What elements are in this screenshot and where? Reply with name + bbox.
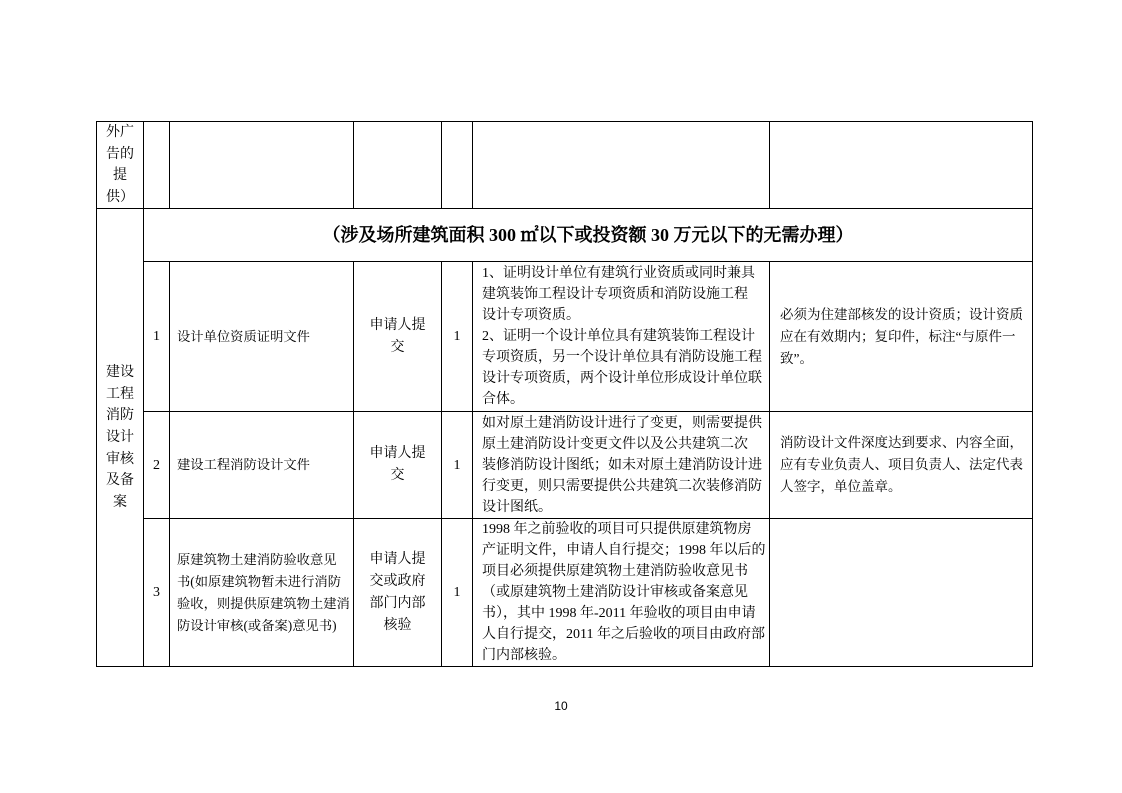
item-index: 2 [153,457,160,473]
text-line: 交 [390,339,405,355]
text-line: （或原建筑物土建消防设计审核或备案意见 [482,585,748,601]
table-row-continued [97,122,1033,209]
notes-text [780,432,1032,498]
index-cell [144,519,170,667]
text-line: 设计单位资质证明文件 [177,328,310,344]
text-line: 2、证明一个设计单位具有建筑装饰工程设计 [482,329,755,345]
item-index: 3 [153,585,160,601]
material-name [177,549,353,636]
source-cell [354,122,442,209]
text-line: 书(如原建筑物暂未进行消防 [177,574,341,590]
text-line: 工程 [106,386,134,402]
count-cell [442,412,473,519]
text-line: 人签字，单位盖章。 [780,479,902,495]
notes-cell [770,519,1033,667]
source-text [354,549,441,637]
text-line: 验收，则提供原建筑物土建消 [177,595,350,611]
item-count: 1 [453,457,461,473]
text-line: 外广 [106,125,134,140]
exemption-note: （涉及场所建筑面积 300 ㎡以下或投资额 30 万元以下的无需办理） [322,224,854,245]
material-name-cell [170,262,354,412]
index-cell [144,262,170,412]
text-line: 建设 [106,365,134,381]
text-line: 建设工程消防设计文件 [177,457,310,473]
page-number: 10 [554,699,568,713]
text-line: 消防设计文件深度达到要求、内容全面， [780,435,1023,451]
requirements-text [482,413,767,518]
category-text [97,362,143,513]
text-line: 防设计审核(或备案)意见书) [177,617,337,633]
text-line: 必须为住建部核发的设计资质；设计资质 [780,306,1023,322]
source-text [354,443,441,487]
source-cell [354,262,442,412]
exemption-note-cell [144,209,1033,262]
text-line: 申请人提 [369,317,426,333]
table-row [97,519,1033,667]
count-cell [442,122,473,209]
material-name [177,326,353,348]
index-cell [144,122,170,209]
source-cell [354,519,442,667]
text-line: 消防 [106,408,134,424]
count-cell [442,262,473,412]
notes-cell [770,412,1033,519]
text-line: 申请人提 [369,551,426,567]
material-name [177,454,353,476]
text-line: 及备 [106,473,134,489]
text-line: 案 [113,494,127,510]
text-line: 专项资质，另一个设计单位具有消防设施工程 [482,350,762,366]
text-line: 供） [106,189,134,205]
category-cell [97,209,144,667]
text-line: 项目必须提供原建筑物土建消防验收意见书 [482,564,748,580]
requirements-text [482,519,767,666]
notes-text [780,304,1032,370]
text-line: 应在有效期内；复印件，标注“与原件一 [780,328,1016,344]
notes-cell [770,122,1033,209]
text-line: 设计图纸。 [482,499,552,515]
text-line: 设计专项资质。 [482,308,580,324]
material-name-cell [170,412,354,519]
text-line: 交 [390,468,405,484]
item-count: 1 [453,585,461,601]
requirements-text [482,263,767,410]
text-line: 产证明文件，申请人自行提交；1998 年以后的 [482,543,766,559]
text-line: 人自行提交，2011 年之后验收的项目由政府部 [482,627,765,643]
table-row [97,262,1033,412]
requirements-cell [473,122,770,209]
index-cell [144,412,170,519]
text-line: 原土建消防设计变更文件以及公共建筑二次 [482,436,748,452]
text-line: 核验 [383,617,412,633]
source-cell [354,412,442,519]
category-cell [97,122,144,209]
requirements-cell [473,262,770,412]
text-line: 设计专项资质，两个设计单位形成设计单位联 [482,371,762,387]
text-line: 应有专业负责人、项目负责人、法定代表 [780,457,1023,473]
text-line: 合体。 [482,392,524,408]
text-line: 行变更，则只需要提供公共建筑二次装修消防 [482,478,762,494]
text-line: 部门内部 [369,595,426,611]
text-line: 书），其中 1998 年-2011 年验收的项目由申请 [482,606,756,622]
category-text [97,122,143,208]
text-line: 装修消防设计图纸；如未对原土建消防设计进 [482,457,762,473]
text-line: 告的 [106,146,134,162]
materials-table [96,121,1033,667]
text-line: 如对原土建消防设计进行了变更，则需要提供 [482,415,762,431]
text-line: 建筑装饰工程设计专项资质和消防设施工程 [482,287,748,303]
material-name-cell [170,519,354,667]
text-line: 申请人提 [369,446,426,462]
requirements-cell [473,519,770,667]
requirements-cell [473,412,770,519]
text-line: 门内部核验。 [482,648,566,664]
table-row-section-header [97,209,1033,262]
material-name-cell [170,122,354,209]
text-line: 1998 年之前验收的项目可只提供原建筑物房 [482,522,752,538]
text-line: 审核 [106,451,134,467]
notes-cell [770,262,1033,412]
source-text [354,315,441,359]
count-cell [442,519,473,667]
text-line: 原建筑物土建消防验收意见 [177,552,337,568]
text-line: 1、证明设计单位有建筑行业资质或同时兼具 [482,266,755,282]
item-count: 1 [453,329,461,345]
table-row [97,412,1033,519]
text-line: 交或政府 [369,573,426,589]
text-line: 设计 [106,430,134,446]
text-line: 提 [113,168,127,184]
item-index: 1 [153,329,160,345]
text-line: 致”。 [780,350,813,366]
